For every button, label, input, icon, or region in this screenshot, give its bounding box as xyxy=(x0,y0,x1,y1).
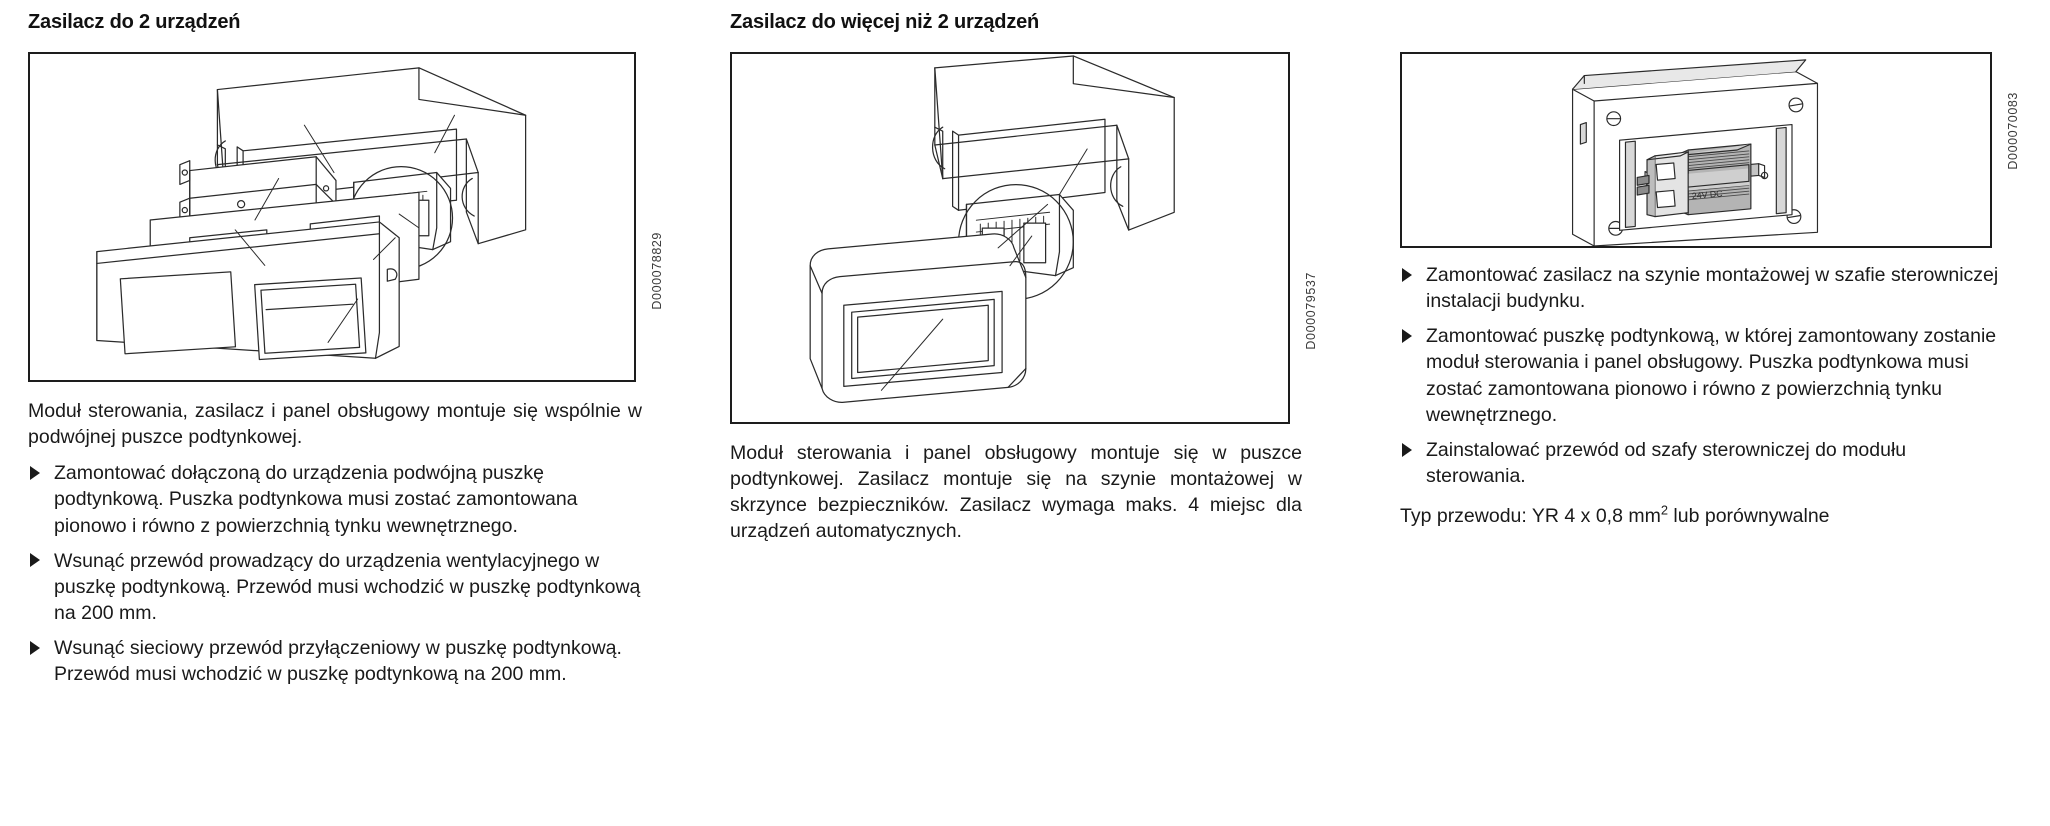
figure-flush-mounted-double-box xyxy=(28,52,636,382)
list-item-text: Zamontować dołączoną do urządzenia podwójną puszkę podtynkową. Puszka podtynkowa musi zostać zamontowana pionowo i równo z powierzchnią tynku wewnętrznego. xyxy=(54,462,578,537)
list-item-text: Wsunąć sieciowy przewód przyłączeniowy w puszkę podtynkową. Przewód musi wchodzić w puszkę podtynkową na 200 mm. xyxy=(54,637,622,686)
cable-type-note xyxy=(1400,503,2000,529)
figure-wall-box-with-panel xyxy=(730,52,1290,424)
triangle-bullet-icon xyxy=(1402,268,1412,282)
cable-type-note-prefix: Typ przewodu: YR 4 x 0,8 mm xyxy=(1400,505,1661,527)
intro-paragraph-middle: Moduł sterowania i panel obsługowy montuje się w puszce podtynkowej. Zasilacz montuje się na szynie montażowej w skrzynce bezpieczników. Zasilacz wymaga maks. 4 miejsc dla urządzeń automatycznych. xyxy=(730,442,1302,543)
figure-id-left: D000078829 xyxy=(650,232,664,310)
instruction-list-left xyxy=(28,460,642,687)
triangle-bullet-icon xyxy=(1402,329,1412,343)
figure-id-right: D000070083 xyxy=(2006,92,2020,170)
list-item-text: Zamontować puszkę podtynkową, w której zamontowany zostanie moduł sterowania i panel obsługowy. Puszka podtynkowa musi zostać zamontowana pionowo i równo z powierzchnią tynku wewnętrznego. xyxy=(1426,325,1997,426)
list-item xyxy=(28,548,642,626)
column-left xyxy=(28,0,688,826)
cable-type-note-suffix: lub porównywalne xyxy=(1668,505,1830,527)
triangle-bullet-icon xyxy=(30,553,40,567)
triangle-bullet-icon xyxy=(30,641,40,655)
list-item-text: Zainstalować przewód od szafy sterowniczej do modułu sterowania. xyxy=(1426,438,1907,487)
triangle-bullet-icon xyxy=(1402,443,1412,457)
list-item-text: Zamontować zasilacz na szynie montażowej w szafie sterowniczej instalacji budynku. xyxy=(1426,264,1999,313)
triangle-bullet-icon xyxy=(30,466,40,480)
column-middle-body xyxy=(730,440,1302,545)
list-item xyxy=(1400,323,2000,428)
column-middle-heading: Zasilacz do więcej niż 2 urządzeń xyxy=(730,11,1040,33)
list-item xyxy=(1400,262,2000,314)
list-item xyxy=(28,635,642,687)
column-right xyxy=(1400,0,2040,826)
column-middle xyxy=(730,0,1370,826)
column-right-body xyxy=(1400,262,2000,549)
list-item xyxy=(1400,437,2000,489)
list-item-text: Wsunąć przewód prowadzący do urządzenia wentylacyjnego w puszkę podtynkową. Przewód musi wchodzić w puszkę podtynkową na 200 mm. xyxy=(54,549,641,624)
intro-paragraph-left: Moduł sterowania, zasilacz i panel obsługowy montuje się wspólnie w podwójnej puszce podtynkowej. xyxy=(28,400,642,449)
exploded-assembly-drawing xyxy=(30,54,634,380)
device-voltage-label: 24V DC xyxy=(1691,188,1723,201)
column-left-body xyxy=(28,398,642,687)
list-item xyxy=(28,460,642,538)
exploded-assembly-drawing xyxy=(732,54,1288,422)
column-left-heading: Zasilacz do 2 urządzeń xyxy=(28,11,241,33)
instruction-list-right xyxy=(1400,262,2000,489)
figure-control-cabinet-power-supply xyxy=(1400,52,1992,248)
figure-id-middle: D000079537 xyxy=(1304,272,1318,350)
cable-type-note-superscript: 2 xyxy=(1660,502,1668,518)
control-cabinet-drawing xyxy=(1402,54,1990,246)
